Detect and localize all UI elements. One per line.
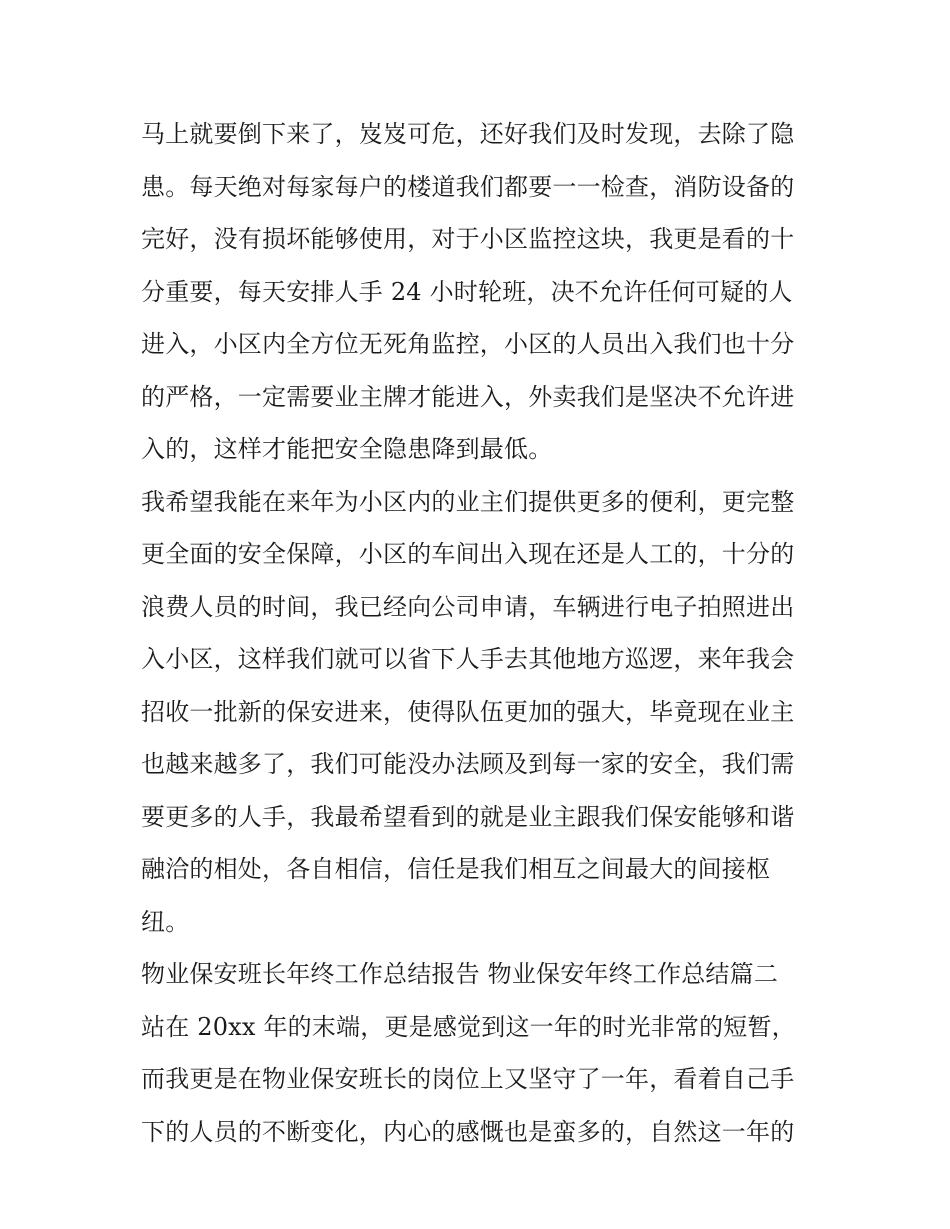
text-line: 下的人员的不断变化，内心的感慨也是蛮多的，自然这一年的 xyxy=(141,1117,795,1146)
text-line: 入小区，这样我们就可以省下人手去其他地方巡逻，来年我会 xyxy=(141,645,795,673)
text-line: 招收一批新的保安进来，使得队伍更加的强大，毕竟现在业主 xyxy=(141,697,795,726)
text-line: 入的，这样才能把安全隐患降到最低。 xyxy=(141,435,553,463)
text-line: 纽。 xyxy=(141,907,190,936)
text-line: 浪费人员的时间，我已经向公司申请，车辆进行电子拍照进出 xyxy=(141,592,795,621)
text-line: 我希望我能在来年为小区内的业主们提供更多的便利，更完整 xyxy=(141,487,795,516)
text-line: 融洽的相处，各自相信，信任是我们相互之间最大的间接枢 xyxy=(141,855,771,883)
text-line: 也越来越多了，我们可能没办法顾及到每一家的安全，我们需 xyxy=(141,750,795,778)
text-line: 分重要，每天安排人手 24 小时轮班，决不允许任何可疑的人 xyxy=(141,277,793,306)
text-line: 站在 20xx 年的末端，更是感觉到这一年的时光非常的短暂， xyxy=(141,1012,796,1041)
text-line: 进入，小区内全方位无死角监控，小区的人员出入我们也十分 xyxy=(141,330,795,358)
text-line: 完好，没有损坏能够使用，对于小区监控这块，我更是看的十 xyxy=(141,225,795,253)
text-line: 要更多的人手，我最希望看到的就是业主跟我们保安能够和谐 xyxy=(141,802,795,831)
text-line: 的严格，一定需要业主牌才能进入，外卖我们是坚决不允许进 xyxy=(141,382,795,411)
text-line: 而我更是在物业保安班长的岗位上又坚守了一年，看着自己手 xyxy=(141,1065,795,1093)
section-heading: 物业保安班长年终工作总结报告 物业保安年终工作总结篇二 xyxy=(141,960,779,988)
text-line: 马上就要倒下来了，岌岌可危，还好我们及时发现，去除了隐 xyxy=(141,120,795,148)
text-line: 更全面的安全保障，小区的车间出入现在还是人工的，十分的 xyxy=(141,540,795,568)
text-line: 患。每天绝对每家每户的楼道我们都要一一检查，消防设备的 xyxy=(141,172,795,201)
body-text xyxy=(141,108,821,1158)
